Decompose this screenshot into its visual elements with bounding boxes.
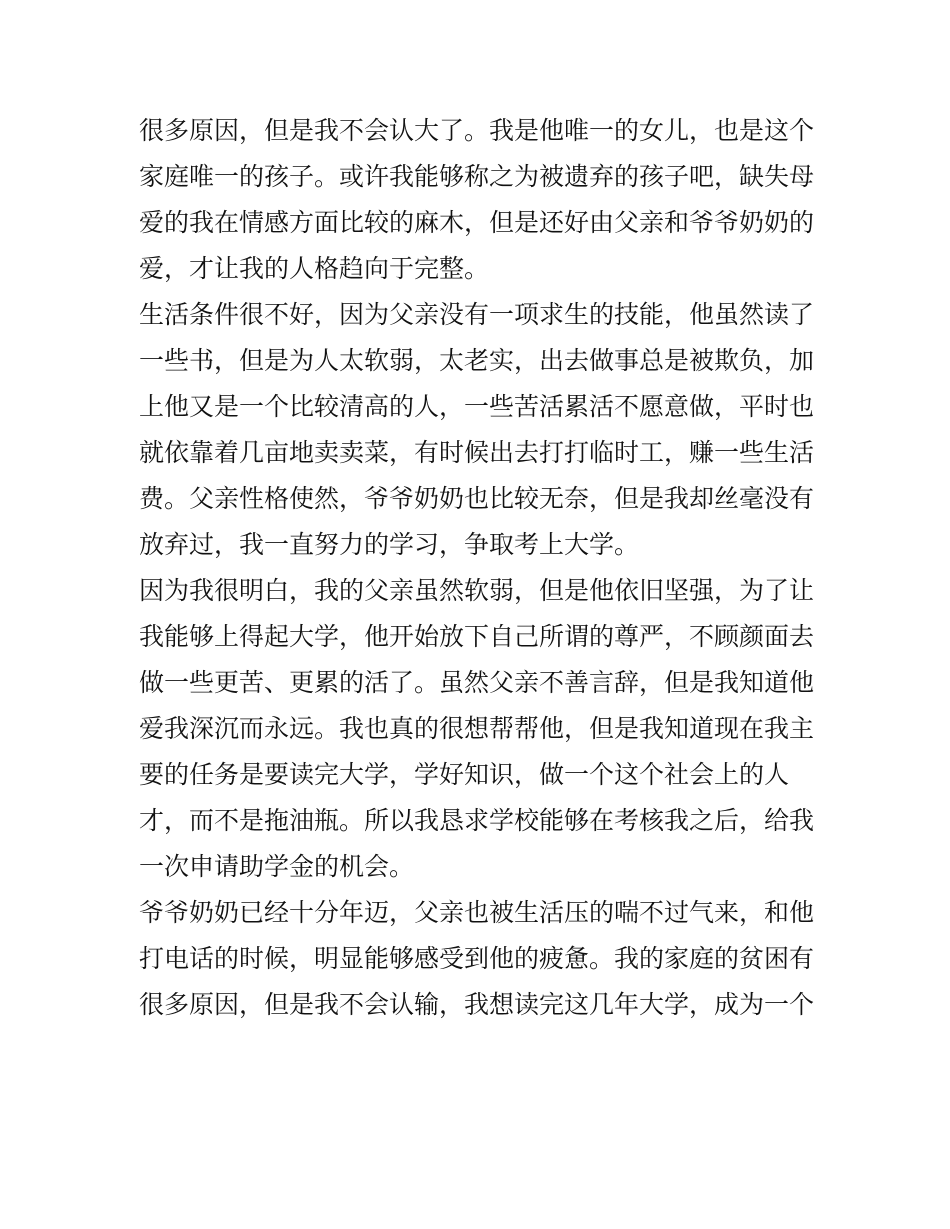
text-line: 要的任务是要读完大学，学好知识，做一个这个社会上的人 — [139, 760, 790, 789]
text-line: 上他又是一个比较清高的人，一些苦活累活不愿意做，平时也 — [139, 392, 815, 421]
text-line: 一些书，但是为人太软弱，太老实，出去做事总是被欺负，加 — [139, 346, 815, 375]
text-line: 爱，才让我的人格趋向于完整。 — [139, 254, 490, 283]
text-line: 很多原因，但是我不会认输，我想读完这几年大学，成为一个 — [139, 990, 815, 1019]
text-line: 家庭唯一的孩子。或许我能够称之为被遗弃的孩子吧，缺失母 — [139, 162, 815, 191]
text-line: 爱我深沉而永远。我也真的很想帮帮他，但是我知道现在我主 — [139, 714, 815, 743]
text-line: 一次申请助学金的机会。 — [139, 852, 415, 881]
text-line: 放弃过，我一直努力的学习，争取考上大学。 — [139, 530, 640, 559]
text-line: 才，而不是拖油瓶。所以我恳求学校能够在考核我之后，给我 — [139, 806, 815, 835]
text-line: 因为我很明白，我的父亲虽然软弱，但是他依旧坚强，为了让 — [139, 576, 815, 605]
text-line: 打电话的时候，明显能够感受到他的疲惫。我的家庭的贫困有 — [139, 944, 815, 973]
text-line: 生活条件很不好，因为父亲没有一项求生的技能，他虽然读了 — [139, 300, 815, 329]
text-line: 爱的我在情感方面比较的麻木，但是还好由父亲和爷爷奶奶的 — [139, 208, 815, 237]
text-line: 做一些更苦、更累的活了。虽然父亲不善言辞，但是我知道他 — [139, 668, 815, 697]
body-text — [139, 108, 819, 1028]
text-line: 很多原因，但是我不会认大了。我是他唯一的女儿，也是这个 — [139, 116, 815, 145]
text-line: 我能够上得起大学，他开始放下自己所谓的尊严，不顾颜面去 — [139, 622, 815, 651]
text-line: 费。父亲性格使然，爷爷奶奶也比较无奈，但是我却丝毫没有 — [139, 484, 815, 513]
text-line: 爷爷奶奶已经十分年迈，父亲也被生活压的喘不过气来，和他 — [139, 898, 815, 927]
text-line: 就依靠着几亩地卖卖菜，有时候出去打打临时工，赚一些生活 — [139, 438, 815, 467]
